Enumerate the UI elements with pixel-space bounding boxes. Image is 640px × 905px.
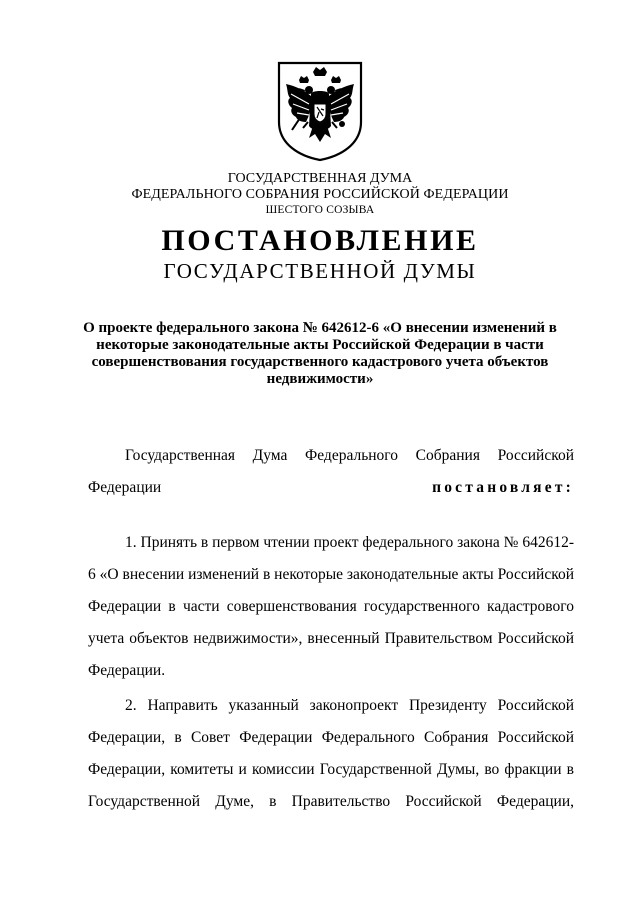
org-name-line1: ГОСУДАРСТВЕННАЯ ДУМА xyxy=(227,171,413,186)
intro-text: Государственная Дума Федерального Собрания Российской Федерации xyxy=(88,447,574,496)
subject-line: О проекте федерального закона № 642612-6 «О внесении изменений в xyxy=(83,320,557,336)
item-1-text: 1. Принять в первом чтении проект федерального закона № 642612-6 «О внесении изменений в некоторые законодательные акты Российской Федерации в части совершенствования государственного кадастрового учета объектов недвижимости», внесенный Правительством Российской Федерации. xyxy=(88,534,574,679)
intro-paragraph xyxy=(88,440,574,504)
emblem-container xyxy=(0,60,640,162)
subject-line: некоторые законодательные акты Российской Федерации в части xyxy=(96,337,544,353)
decree-verb: постановляет: xyxy=(432,479,574,496)
org-name-line2: ФЕДЕРАЛЬНОГО СОБРАНИЯ РОССИЙСКОЙ ФЕДЕРАЦИИ xyxy=(131,187,509,202)
subject-line: совершенствования государственного кадастрового учета объектов xyxy=(91,354,549,370)
document-subtitle: ГОСУДАРСТВЕННОЙ ДУМЫ xyxy=(163,259,477,283)
item-2-text: 2. Направить указанный законопроект Президенту Российской Федерации, в Совет Федерации Федерального Собрания Российской Федерации, комитеты и комиссии Государственной Думы, во фракции в Государственной Думе, в Правительство Российской Федерации, xyxy=(88,697,574,810)
item-2-paragraph xyxy=(88,690,574,818)
convocation-line: ШЕСТОГО СОЗЫВА xyxy=(265,204,375,216)
item-1-paragraph xyxy=(88,527,574,687)
coat-of-arms-icon xyxy=(275,60,365,162)
resolution-subject xyxy=(70,320,570,388)
document-title: ПОСТАНОВЛЕНИЕ xyxy=(161,224,479,257)
subject-line: недвижимости» xyxy=(266,371,374,387)
